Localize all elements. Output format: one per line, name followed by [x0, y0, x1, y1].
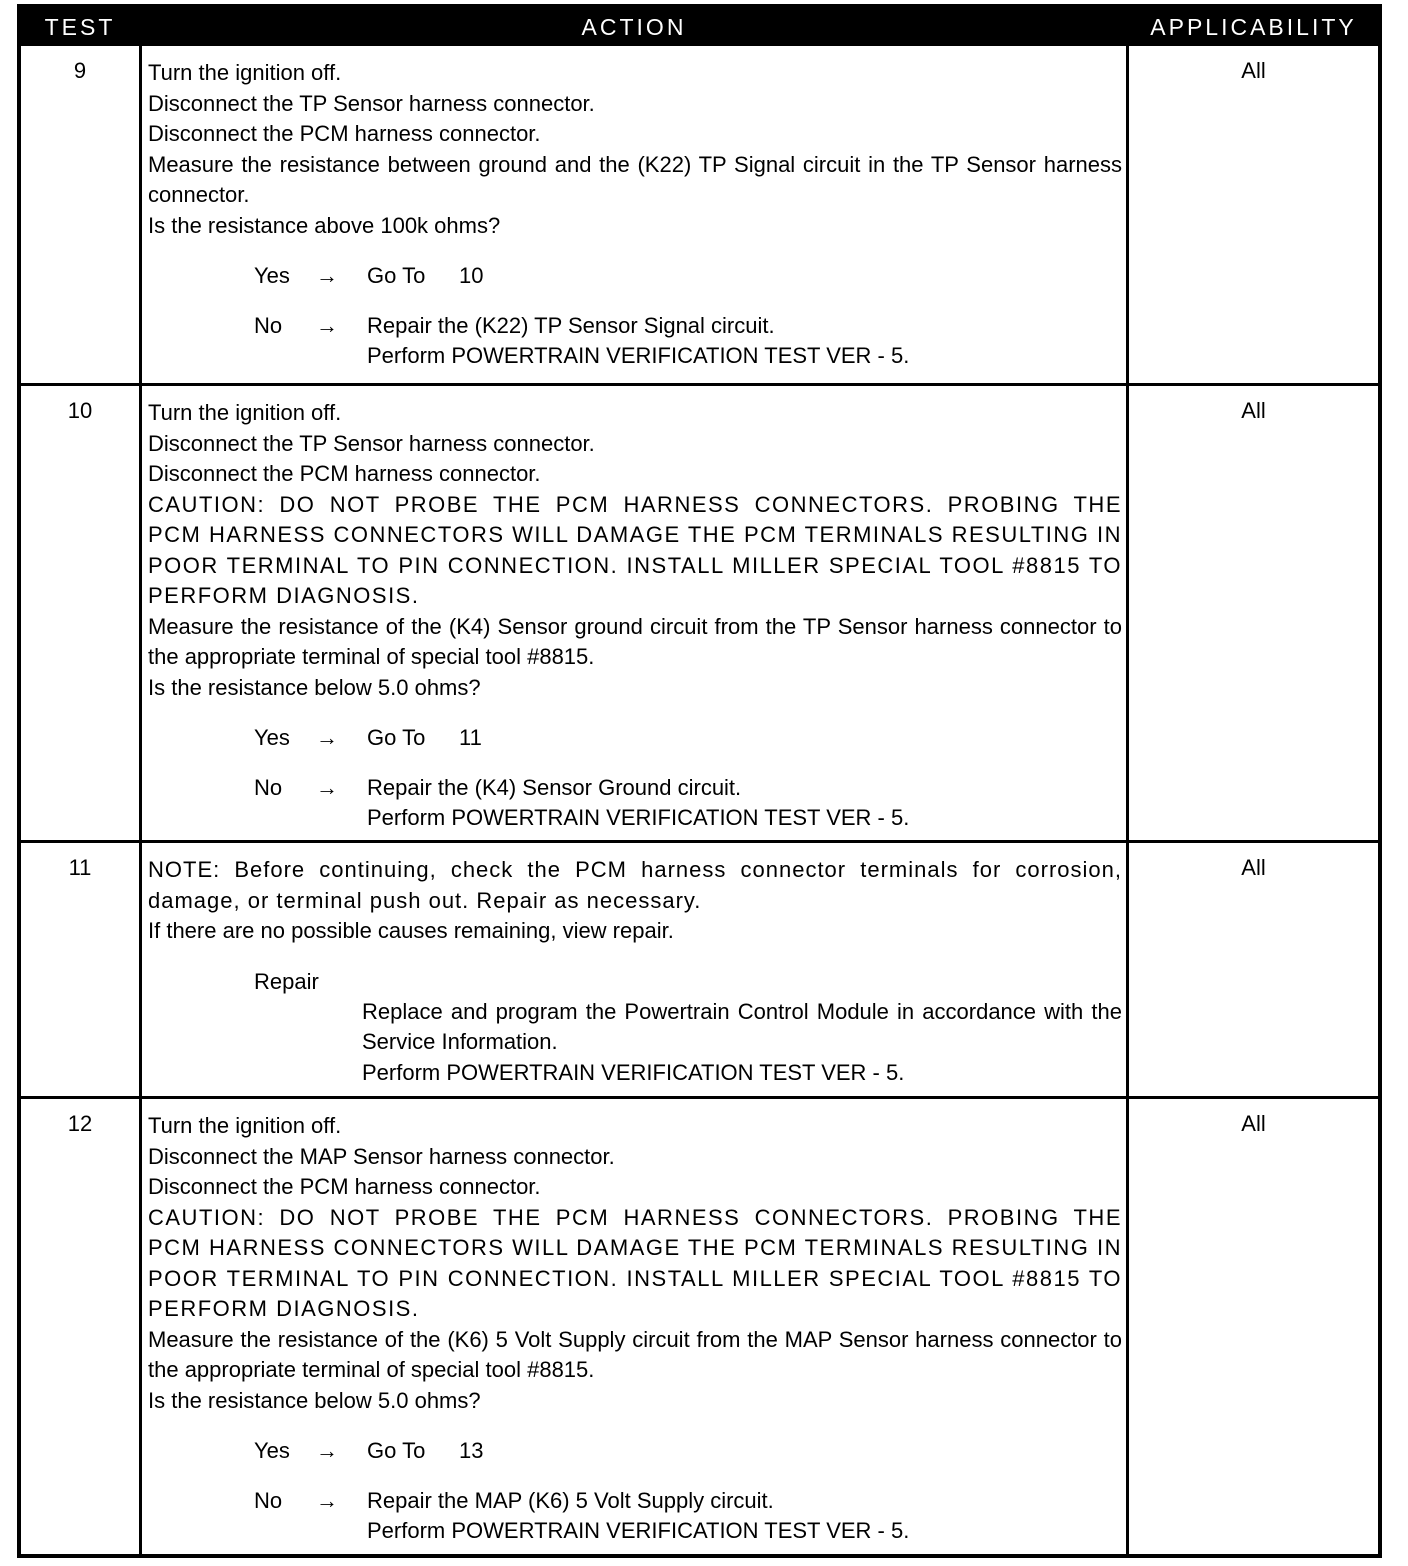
- test-number: 12: [67, 1111, 93, 1136]
- goto-text: Go To: [367, 725, 426, 750]
- caution-text: CAUTION: DO NOT PROBE THE PCM HARNESS CONNECTORS. PROBING THE PCM HARNESS CONNECTORS WILL DAMAGE THE PCM TERMINALS RESULTING IN POOR TERMINAL TO PIN CONNECTION. INSTALL MILLER SPECIAL TOOL #8815 TO PERFORM DIAGNOSIS.: [148, 491, 1122, 608]
- action-line: Measure the resistance of the (K6) 5 Volt Supply circuit from the MAP Sensor harness connector to the appropriate terminal of special tool #8815.: [148, 1326, 1122, 1382]
- yes-label: Yes: [254, 263, 290, 288]
- arrow-right-icon: →: [316, 263, 338, 288]
- table-row: [21, 383, 1378, 840]
- table-header: [21, 8, 1378, 46]
- goto-number: 10: [459, 263, 484, 288]
- header-test: TEST: [44, 14, 116, 40]
- test-number: 9: [73, 58, 87, 83]
- action-question: Is the resistance above 100k ohms?: [148, 212, 501, 238]
- table-row: [21, 1096, 1378, 1554]
- test-number: 11: [68, 855, 92, 880]
- yes-answer: [148, 723, 1122, 753]
- applicability-cell: All: [1241, 398, 1266, 423]
- action-line: Disconnect the TP Sensor harness connector.: [148, 430, 595, 456]
- no-label: No: [254, 775, 283, 800]
- no-repair-text: Repair the (K22) TP Sensor Signal circuit.: [367, 313, 775, 338]
- goto-number: 11: [459, 725, 482, 750]
- verification-text: Perform POWERTRAIN VERIFICATION TEST VER - 5.: [367, 805, 910, 830]
- applicability-cell: All: [1241, 58, 1266, 83]
- goto-text: Go To: [367, 263, 426, 288]
- repair-body: [362, 997, 1122, 1089]
- action-cell: [148, 398, 1122, 833]
- action-line: Disconnect the PCM harness connector.: [148, 461, 541, 486]
- no-answer: [148, 1486, 1122, 1546]
- action-line: Disconnect the PCM harness connector.: [148, 121, 541, 146]
- verification-text: Perform POWERTRAIN VERIFICATION TEST VER - 5.: [367, 343, 910, 368]
- yes-label: Yes: [254, 1438, 290, 1463]
- no-repair-text: Repair the MAP (K6) 5 Volt Supply circuit.: [367, 1488, 774, 1513]
- arrow-right-icon: →: [316, 1438, 338, 1463]
- test-number: 10: [67, 398, 93, 423]
- action-line: Turn the ignition off.: [148, 60, 342, 85]
- arrow-right-icon: →: [316, 1488, 338, 1513]
- no-repair-text: Repair the (K4) Sensor Ground circuit.: [367, 775, 742, 800]
- table-row: [21, 46, 1378, 383]
- action-line: Disconnect the PCM harness connector.: [148, 1174, 541, 1199]
- header-applicability: APPLICABILITY: [1150, 14, 1357, 40]
- goto-text: Go To: [367, 1438, 426, 1463]
- goto-number: 13: [459, 1438, 484, 1463]
- verification-text: Perform POWERTRAIN VERIFICATION TEST VER - 5.: [367, 1518, 910, 1543]
- arrow-right-icon: →: [316, 313, 338, 338]
- action-cell: [148, 1111, 1122, 1546]
- action-cell: [148, 855, 1122, 1088]
- yes-label: Yes: [254, 725, 290, 750]
- table-row: [21, 840, 1378, 1096]
- verification-text: Perform POWERTRAIN VERIFICATION TEST VER - 5.: [362, 1059, 905, 1085]
- arrow-right-icon: →: [316, 725, 338, 750]
- caution-text: CAUTION: DO NOT PROBE THE PCM HARNESS CONNECTORS. PROBING THE PCM HARNESS CONNECTORS WILL DAMAGE THE PCM TERMINALS RESULTING IN POOR TERMINAL TO PIN CONNECTION. INSTALL MILLER SPECIAL TOOL #8815 TO PERFORM DIAGNOSIS.: [148, 1204, 1122, 1321]
- yes-answer: [148, 261, 1122, 291]
- header-action: ACTION: [581, 14, 687, 40]
- no-answer: [148, 311, 1122, 371]
- action-question: Is the resistance below 5.0 ohms?: [148, 1387, 481, 1413]
- no-label: No: [254, 1488, 283, 1513]
- diagnostic-table: [17, 4, 1382, 1558]
- action-line: If there are no possible causes remaining, view repair.: [148, 918, 674, 943]
- action-line: Disconnect the MAP Sensor harness connector.: [148, 1143, 615, 1169]
- action-line: Disconnect the TP Sensor harness connector.: [148, 90, 595, 116]
- action-line: Turn the ignition off.: [148, 1113, 342, 1138]
- applicability-cell: All: [1241, 1111, 1266, 1136]
- action-line: Measure the resistance between ground and the (K22) TP Signal circuit in the TP Sensor harness connector.: [148, 151, 1122, 207]
- action-question: Is the resistance below 5.0 ohms?: [148, 674, 481, 700]
- repair-text: Replace and program the Powertrain Control Module in accordance with the Service Information.: [362, 998, 1122, 1054]
- arrow-right-icon: →: [316, 775, 338, 800]
- action-cell: [148, 58, 1122, 371]
- applicability-cell: All: [1241, 855, 1266, 880]
- note-text: NOTE: Before continuing, check the PCM harness connector terminals for corrosion, damage, or terminal push out. Repair as necessary.: [148, 857, 1122, 913]
- no-answer: [148, 773, 1122, 833]
- repair-label: Repair: [254, 968, 319, 994]
- no-label: No: [254, 313, 283, 338]
- yes-answer: [148, 1436, 1122, 1466]
- action-line: Turn the ignition off.: [148, 400, 342, 425]
- action-line: Measure the resistance of the (K4) Sensor ground circuit from the TP Sensor harness connector to the appropriate terminal of special tool #8815.: [148, 613, 1122, 669]
